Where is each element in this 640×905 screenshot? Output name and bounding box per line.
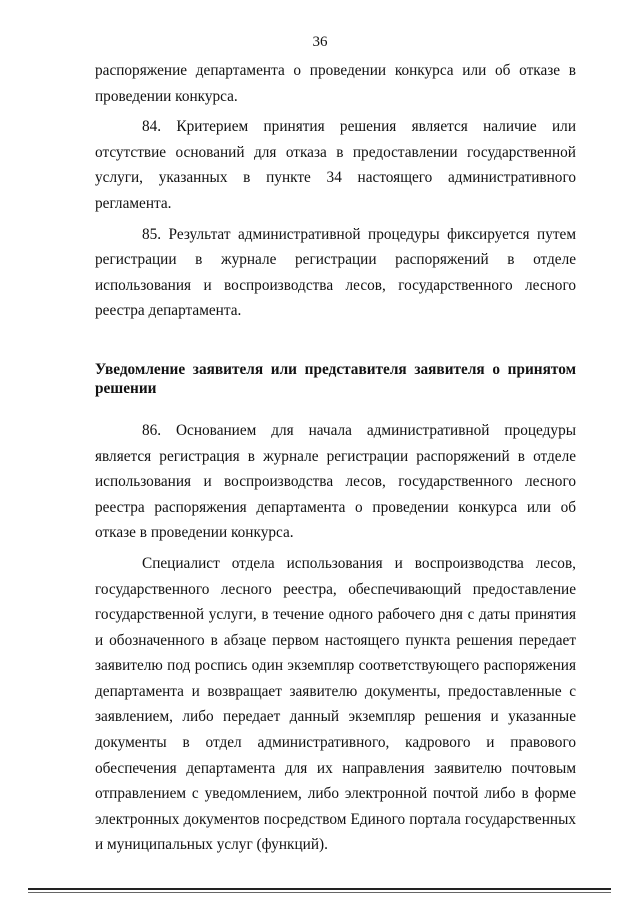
paragraph-continuation: распоряжение департамента о проведении конкурса или об отказе в проведении конкурса. [95, 62, 576, 105]
paragraph-84: 84. Критерием принятия решения является наличие или отсутствие оснований для отказа в предоставлении государственной услуги, указанных в пункте 34 настоящего административного регламента. [95, 118, 576, 212]
document-body [95, 58, 576, 858]
bottom-scan-edge-secondary [28, 892, 611, 893]
paragraph-85: 85. Результат административной процедуры фиксируется путем регистрации в журнале регистрации распоряжений в отделе использования и воспроизводства лесов, государственного лесного реестра департамента. [95, 225, 576, 320]
paragraph-86: 86. Основанием для начала административной процедуры является регистрация в журнале регистрации распоряжений в отделе использования и воспроизводства лесов, государственного лесного реестра распоряжения департамента о проведении конкурса или об отказе в проведении конкурса. [95, 421, 576, 542]
bottom-scan-edge [28, 888, 611, 890]
paragraph-specialist: Специалист отдела использования и воспроизводства лесов, государственного лесного реестра, обеспечивающий предоставление государственной услуги, в течение одного рабочего дня с даты принятия и обозначенного в абзаце первом настоящего пункта решения передает заявителю под роспись один экземпляр соответствующего распоряжения департамента и возвращает заявителю документы, предоставленные с заявлением, либо передает данный экземпляр решения и указанные документы в отдел административного, кадрового и правового обеспечения департамента для их направления заявителю почтовым отправлением с уведомлением, либо электронной почтой либо в форме электронных документов посредством Единого портала государственных и муниципальных услуг (функций). [95, 554, 576, 854]
page-number: 36 [312, 34, 328, 50]
section-heading: Уведомление заявителя или представителя заявителя о принятом решении [95, 360, 576, 397]
